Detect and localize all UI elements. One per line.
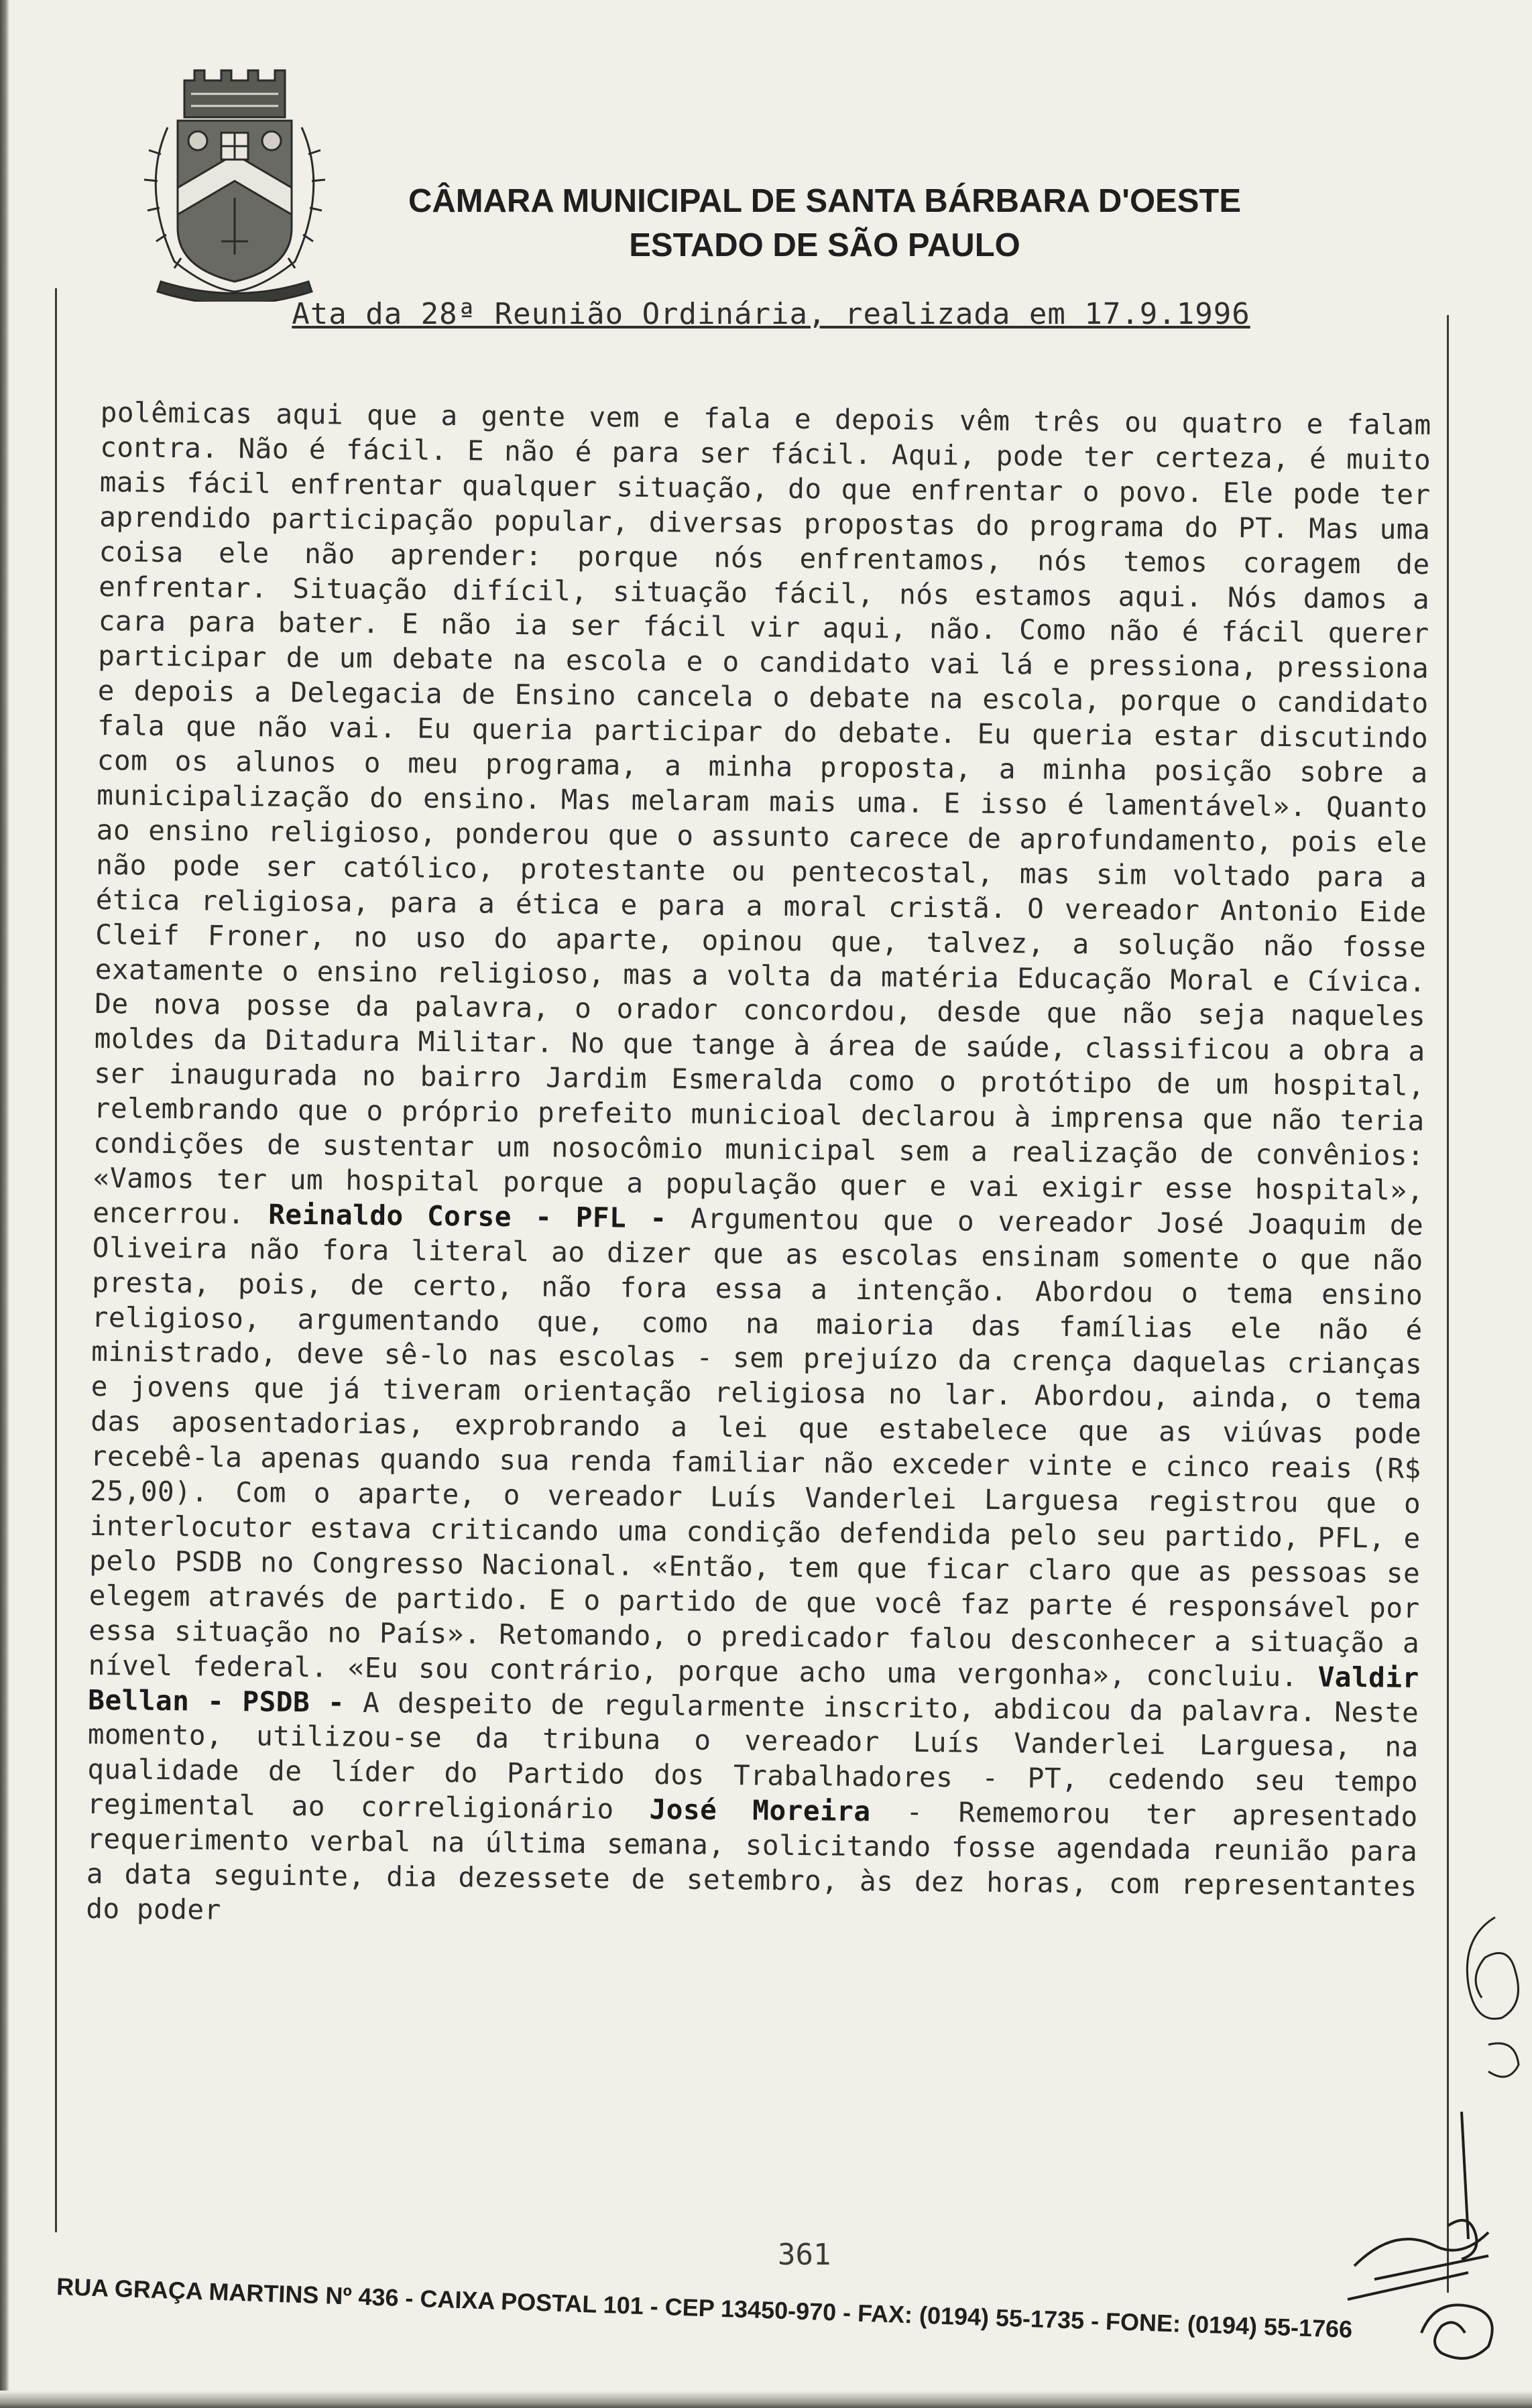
margin-initials-signature <box>1455 1911 1529 2092</box>
body-paragraph: - Rememorou ter apresentado requerimento verbal na última semana, solicitando fosse agendada reunião para a data seguinte, dia dezessete de setembro, às dez horas, com representantes do poder <box>86 1795 1418 1926</box>
page-edge-shadow <box>0 0 9 2408</box>
body-paragraph: Argumentou que o vereador José Joaquim de Oliveira não fora literal ao dizer que as escolas ensinam somente o que não presta, pois, de certo, não fora essa a intenção. Abordou o tema ensino religioso, argumentando que, como na maioria das famílias ele não é ministrado, deve sê-lo nas escolas - sem prejuízo da crença daquelas crianças e jovens que já tiveram orientação religiosa no lar. Abordou, ainda, o tema das aposentadorias, exprobrando a lei que estabelece que as viúvas pode recebê-la apenas quando sua renda familiar não exceder vinte e cinco reais (R$ 25,00). Com o aparte, o vereador Luís Vanderlei Larguesa registrou que o interlocutor estava criticando uma condição defendida pelo seu partido, PFL, e pelo PSDB no Congresso Nacional. «Então, tem que ficar claro que as pessoas se elegem através de partido. E o partido de que você faz parte é responsável por essa situação no País». Retomando, o predicador falou desconhecer a situação a nível federal. «Eu sou contrário, porque acho uma vergonha», concluiu. <box>88 1202 1424 1693</box>
body-paragraph: A despeito de regularmente inscrito, abdicou da palavra. Neste momento, utilizou-se da tribuna o vereador Luís Vanderlei Larguesa, na qualidade de líder do Partido dos Trabalhadores - PT, cedendo seu tempo regimental ao correligionário <box>86 1686 1419 1826</box>
meeting-title: Ata da 28ª Reunião Ordinária, realizada em 17.9.1996 <box>292 297 1250 331</box>
municipal-coat-of-arms <box>121 54 349 302</box>
body-paragraph: polêmicas aqui que a gente vem e fala e depois vêm três ou quatro e falam contra. Não é fácil. E não é para ser fácil. Aqui, pode ter certeza, é muito mais fácil enfrentar qualquer situação, do que enfrentar o povo. Ele pode ter aprendido participação popular, diversas propostas do programa do PT. Mas uma coisa ele não aprender: porque nós enfrentamos, nós temos coragem de enfrentar. Situação difícil, situação fácil, nós estamos aqui. Nós damos a cara para bater. E não ia ser fácil vir aqui, não. Como não é fácil querer participar de um debate na escola e o candidato vai lá e pressiona, pressiona e depois a Delegacia de Ensino cancela o debate na escola, porque o candidato fala que não vai. Eu queria participar do debate. Eu queria estar discutindo com os alunos o meu programa, a minha proposta, a minha posição sobre a municipalização do ensino. Mas melaram mais uma. E isso é lamentável». Quanto ao ensino religioso, ponderou que o assunto carece de aprofundamento, pois ele não pode ser católico, protestante ou pentecostal, mas sim voltado para a ética religiosa, para a ética e para a moral cristã. O vereador Antonio Eide Cleif Froner, no uso do aparte, opinou que, talvez, a solução não fosse exatamente o ensino religioso, mas a volta da matéria Educação Moral e Cívica. De nova posse da palavra, o orador concordou, desde que não seja naqueles moldes da Ditadura Militar. No que tange à área de saúde, classificou a obra a ser inaugurada no bairro Jardim Esmeralda como o protótipo de um hospital, relembrando que o próprio prefeito municioal declarou à imprensa que não teria condições de sustentar um nosocômio municipal sem a realização de convênios: «Vamos ter um hospital porque a população quer e vai exigir esse hospital», encerrou. <box>93 396 1431 1230</box>
footer-address: RUA GRAÇA MARTINS Nº 436 - CAIXA POSTAL 101 - CEP 13450-970 - FAX: (0194) 55-1735 - FONE: (0194) 55-1766 <box>56 2273 1353 2344</box>
right-margin-line <box>1447 315 1449 2293</box>
speaker-name: Reinaldo Corse - PFL - <box>268 1198 667 1235</box>
speaker-name: José Moreira <box>649 1793 871 1828</box>
left-margin-line <box>55 288 57 2232</box>
minutes-body-text <box>83 396 1431 2191</box>
speaker-name: Valdir Bellan - PSDB - <box>88 1661 1419 1719</box>
state-name: ESTADO DE SÃO PAULO <box>629 227 1020 263</box>
page-edge-shadow-bottom <box>0 2391 1532 2408</box>
institution-name: CÂMARA MUNICIPAL DE SANTA BÁRBARA D'OESTE <box>408 183 1242 219</box>
page-number: 361 <box>778 2238 831 2272</box>
